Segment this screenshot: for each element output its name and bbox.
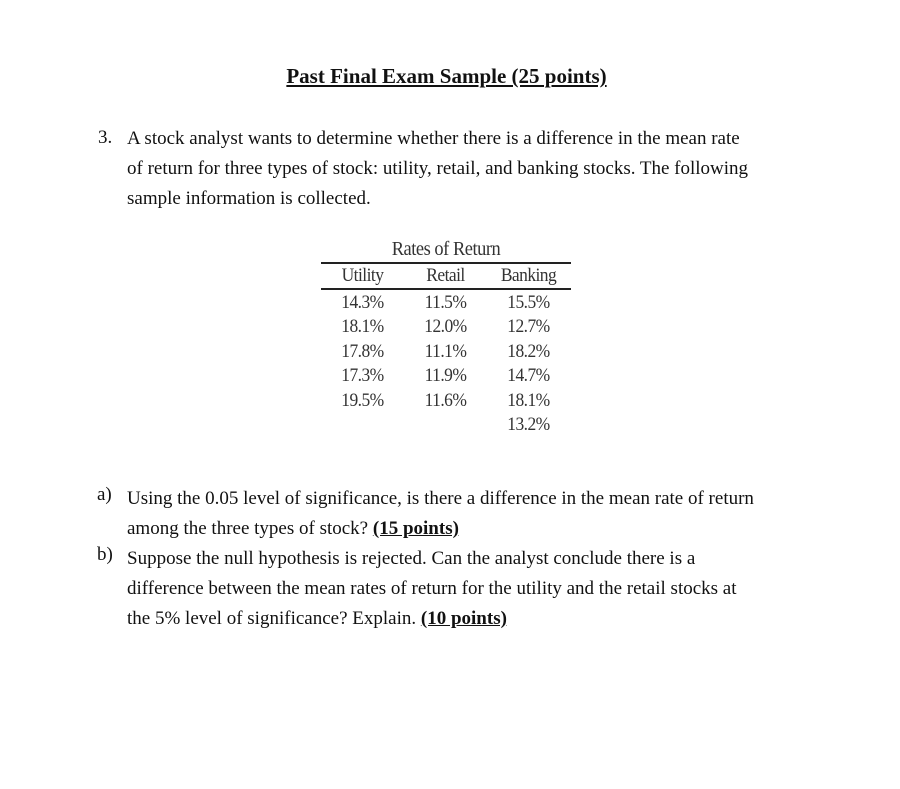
table-cell: 17.8%: [341, 340, 384, 362]
part-b-text: [127, 544, 827, 634]
table-cell: 18.1%: [507, 389, 550, 411]
table-cell: 11.1%: [424, 340, 467, 362]
part-b-line-text: the 5% level of significance? Explain.: [127, 608, 421, 629]
table-cell: 12.0%: [424, 316, 467, 338]
table-header-row: [321, 264, 571, 288]
question-text: [127, 124, 827, 214]
part-a-line-text: among the three types of stock?: [127, 518, 373, 539]
table-cell: 18.1%: [341, 316, 384, 338]
question-line: of return for three types of stock: utility, retail, and banking stocks. The following: [127, 158, 749, 179]
page-title: Past Final Exam Sample (25 points): [286, 64, 607, 88]
header-banking: Banking: [500, 265, 557, 286]
table-row: [321, 389, 571, 413]
table-title: Rates of Return: [391, 238, 501, 260]
part-b-label: b): [97, 544, 113, 565]
table-cell: 14.7%: [507, 365, 550, 387]
table-row: [321, 291, 571, 315]
table-cell: 15.5%: [507, 292, 550, 313]
header-retail: Retail: [426, 265, 465, 286]
question-line: sample information is collected.: [127, 188, 371, 209]
table-cell: 12.7%: [507, 316, 550, 338]
table-cell: [407, 413, 483, 437]
part-b-points: (10 points): [420, 608, 507, 629]
part-a-text: [127, 484, 827, 544]
part-b-line: Suppose the null hypothesis is rejected. Can the analyst conclude there is a: [127, 548, 696, 569]
rates-of-return-table: [321, 236, 571, 437]
table-cell: 11.9%: [424, 365, 467, 387]
table-cell: 18.2%: [507, 340, 550, 362]
table-body: [321, 290, 571, 437]
part-b-line: [127, 604, 827, 634]
table-row: [321, 315, 571, 339]
question-number: 3.: [98, 127, 113, 148]
table-row: [321, 413, 571, 437]
table-cell: 19.5%: [341, 389, 384, 411]
table-row: [321, 364, 571, 388]
header-utility: Utility: [341, 265, 384, 286]
table-cell: [324, 413, 400, 437]
table-cell: 11.6%: [424, 389, 467, 411]
table-cell: 13.2%: [507, 413, 550, 435]
part-b-line: difference between the mean rates of return for the utility and the retail stocks at: [127, 578, 737, 599]
part-a-line: Using the 0.05 level of significance, is there a difference in the mean rate of return: [127, 488, 754, 509]
part-a-line: [127, 514, 827, 544]
table-row: [321, 340, 571, 364]
part-a-label: a): [97, 484, 112, 505]
table-cell: 11.5%: [424, 292, 467, 313]
question-line: A stock analyst wants to determine whether there is a difference in the mean rate: [127, 128, 740, 149]
part-a-points: (15 points): [372, 518, 459, 539]
table-cell: 14.3%: [341, 292, 384, 313]
table-cell: 17.3%: [341, 365, 384, 387]
